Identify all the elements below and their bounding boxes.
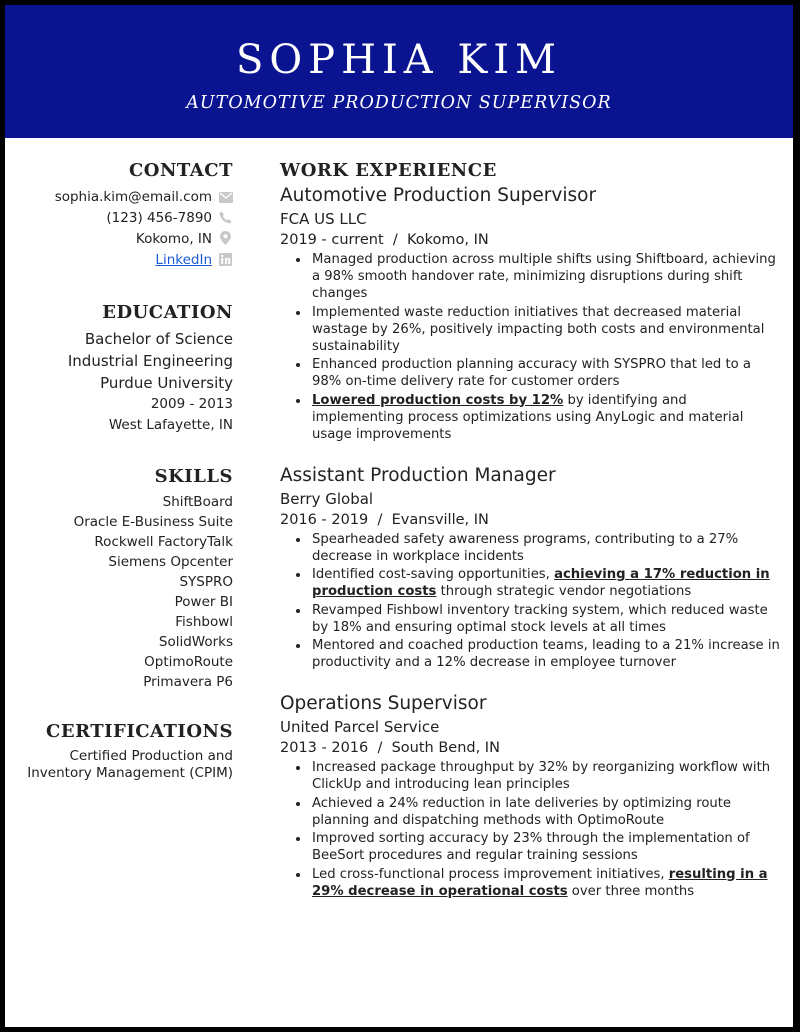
job-title: Assistant Production Manager [280, 464, 556, 486]
skill-item: Power BI [174, 594, 233, 610]
skill-item: SYSPRO [179, 574, 233, 590]
contact-phone [25, 208, 233, 229]
location-text: Kokomo, IN [135, 231, 212, 247]
job-dates: 2019 - current / Kokomo, IN [280, 232, 489, 248]
linkedin-icon [218, 252, 233, 265]
resume-page [5, 5, 793, 1027]
job-entry [280, 183, 780, 443]
bullet-item: Achieved a 24% reduction in late deliveries by optimizing route planning and dispatching methods with OptimoRoute [294, 795, 780, 829]
skill-item: Fishbowl [175, 614, 233, 630]
bullet-item: Identified cost-saving opportunities, achieving a 17% reduction in production costs through strategic vendor negotiations [294, 566, 780, 600]
job-dates: 2016 - 2019 / Evansville, IN [280, 511, 489, 528]
bullet-item: Revamped Fishbowl inventory tracking system, which reduced waste by 18% and ensuring optimal stock levels at all times [294, 602, 780, 636]
education-school: Purdue University [100, 374, 233, 392]
email-text: sophia.kim@email.com [54, 189, 212, 205]
skill-item: Primavera P6 [143, 674, 233, 690]
certifications-heading: CERTIFICATIONS [46, 721, 233, 742]
skill-item: SolidWorks [158, 634, 233, 650]
phone-icon [218, 210, 233, 223]
job-bullets [294, 531, 780, 672]
highlight-text: achieving a 17% reduction in production costs [312, 567, 770, 599]
phone-text: (123) 456-7890 [106, 210, 212, 226]
right-column [280, 160, 780, 901]
skills-heading: SKILLS [154, 466, 233, 487]
job-entry [280, 463, 780, 672]
highlight-text: Lowered production costs by 12% [312, 392, 564, 408]
skill-item: OptimoRoute [144, 654, 233, 670]
contact-section [25, 160, 233, 271]
contact-location [25, 229, 233, 250]
skill-item: Oracle E-Business Suite [73, 514, 233, 530]
certification-line: Inventory Management (CPIM) [27, 765, 233, 781]
bullet-item: Implemented waste reduction initiatives that decreased material wastage by 26%, positively impacting both costs and environmental sustainability [294, 304, 780, 355]
job-bullets [294, 759, 780, 900]
bullet-item: Managed production across multiple shifts using Shiftboard, achieving a 98% smooth handover rate, minimizing disruptions during shift changes [294, 251, 780, 302]
bullet-item: Improved sorting accuracy by 23% through the implementation of BeeSort procedures and regular training sessions [294, 830, 780, 864]
job-title: Automotive Production Supervisor [280, 185, 597, 206]
left-column [25, 160, 233, 782]
bullet-item: Lowered production costs by 12% by identifying and implementing process optimizations using AnyLogic and material usage improvements [294, 392, 780, 443]
resume-header [5, 5, 793, 138]
contact-heading: CONTACT [128, 160, 233, 181]
envelope-icon [218, 189, 233, 202]
bullet-item: Enhanced production planning accuracy with SYSPRO that led to a 98% on-time delivery rate for customer orders [294, 356, 780, 390]
job-title: Operations Supervisor [280, 693, 487, 714]
bullet-item: Spearheaded safety awareness programs, contributing to a 27% decrease in workplace incidents [294, 531, 780, 565]
skill-item: Siemens Opcenter [108, 554, 233, 570]
highlight-text: resulting in a 29% decrease in operational costs [312, 866, 768, 899]
certification-line: Certified Production and [69, 748, 233, 764]
contact-linkedin [25, 250, 233, 271]
job-dates: 2013 - 2016 / South Bend, IN [280, 740, 500, 756]
education-major: Industrial Engineering [67, 352, 233, 370]
skills-section [25, 466, 233, 692]
skill-item: ShiftBoard [162, 494, 233, 510]
job-bullets [294, 251, 780, 443]
certifications-section [25, 721, 233, 782]
education-section [25, 302, 233, 436]
bullet-item: Increased package throughput by 32% by reorganizing workflow with ClickUp and introducing lean principles [294, 759, 780, 793]
job-company: United Parcel Service [280, 718, 440, 736]
education-degree: Bachelor of Science [84, 330, 233, 348]
skill-item: Rockwell FactoryTalk [94, 534, 233, 550]
job-company: Berry Global [280, 489, 374, 508]
job-company: FCA US LLC [280, 210, 367, 228]
bullet-item: Mentored and coached production teams, leading to a 21% increase in productivity and a 12% decrease in employee turnover [294, 637, 780, 671]
candidate-name: SOPHIA KIM [235, 37, 563, 83]
linkedin-link[interactable]: LinkedIn [155, 252, 212, 268]
candidate-title: AUTOMOTIVE PRODUCTION SUPERVISOR [186, 93, 612, 113]
job-entry [280, 691, 780, 900]
education-heading: EDUCATION [102, 302, 233, 323]
contact-email [25, 187, 233, 208]
location-pin-icon [218, 231, 233, 244]
education-years: 2009 - 2013 [150, 396, 233, 412]
education-location: West Lafayette, IN [108, 417, 233, 433]
work-experience-heading: WORK EXPERIENCE [280, 160, 497, 181]
bullet-item: Led cross-functional process improvement initiatives, resulting in a 29% decrease in operational costs over three months [294, 866, 780, 900]
